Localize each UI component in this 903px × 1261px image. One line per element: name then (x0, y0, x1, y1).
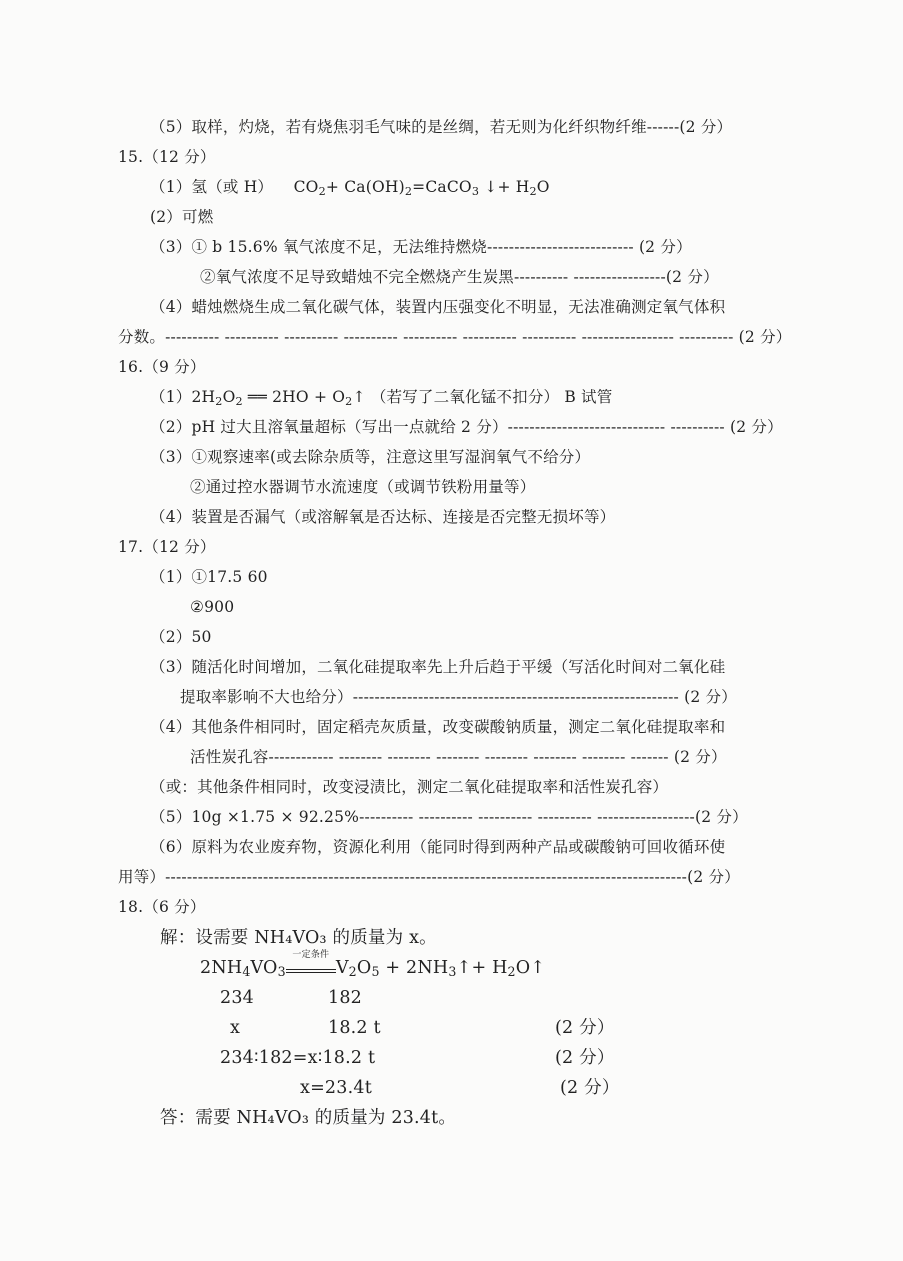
line-q16-2: （2）pH 过大且溶氧量超标（写出一点就给 2 分）----------------------------- ---------- (2 分） (150, 418, 783, 436)
score-3: (2 分） (560, 1078, 620, 1098)
line-q15-4: （4）蜡烛燃烧生成二氧化碳气体，装置内压强变化不明显，无法准确测定氧气体积 (150, 298, 726, 316)
line-q17-3: （3）随活化时间增加，二氧化硅提取率先上升后趋于平缓（写活化时间对二氧化硅 (150, 658, 726, 676)
q18-heading: 18.（6 分） (118, 898, 206, 916)
q15-1-answer: （1）氢（或 H） (150, 178, 274, 196)
final-answer: 答：需要 NH₄VO₃ 的质量为 23.4t。 (160, 1108, 457, 1128)
score-2: (2 分） (555, 1048, 615, 1068)
line-q17-1-1: （1）①17.5 60 (150, 568, 268, 586)
line-q17-4-alt: （或：其他条件相同时，改变浸渍比，测定二氧化硅提取率和活性炭孔容） (150, 778, 669, 796)
line-q15-2: (2）可燃 (150, 208, 214, 226)
line-q17-5: （5）10g ×1.75 × 92.25%---------- ---------- ---------- ---------- ------------------(2 分） (150, 808, 748, 826)
line-q17-4-cont: 活性炭孔容------------ -------- -------- -------- -------- -------- -------- ------- (2 分） (190, 748, 727, 766)
given-mass: 18.2 t (328, 1018, 381, 1038)
nh4vo3-equation: $2NH_4VO_3$ 一定条件 $V_2O_5$ + $2NH_3↑+$ $H_2O↑$ (200, 950, 546, 980)
line-q17-1-2: ②900 (190, 598, 235, 616)
line-q16-3-1: （3）①观察速率(或去除杂质等，注意这里写湿润氧气不给分） (150, 448, 591, 466)
co2-equation: $CO_2+$ $Ca(OH)_2=CaCO_3$ ↓+ $H_2O$ (293, 178, 550, 198)
line-q16-4: （4）装置是否漏气（或溶解氧是否达标、连接是否完整无损坏等） (150, 508, 616, 526)
reaction-condition-arrow: 一定条件 (286, 963, 336, 973)
q16-1-note: （若写了二氧化锰不扣分） B 试管 (370, 388, 613, 406)
line-q17-6-cont: 用等）------------------------------------------------------------------------------------------------(2 分） (118, 868, 740, 886)
line-q17-2: （2）50 (150, 628, 212, 646)
line-q15-1 (150, 176, 550, 203)
proportion: 234∶182=x∶18.2 t (220, 1048, 376, 1068)
q15-heading: 15.（12 分） (118, 148, 216, 166)
line-q15-4-cont: 分数。---------- ---------- ---------- ---------- ---------- ---------- ---------- ----------------- ---------- (2 分） (118, 328, 792, 346)
line-q17-6: （6）原料为农业废弃物，资源化利用（能同时得到两种产品或碳酸钠可回收循环使 (150, 838, 726, 856)
line-q16-3-2: ②通过控水器调节水流速度（或调节铁粉用量等） (190, 478, 536, 496)
line-q17-3-cont: 提取率影响不大也给分）------------------------------------------------------------ (2 分） (180, 688, 737, 706)
solution-setup: 解：设需要 NH₄VO₃ 的质量为 x。 (160, 928, 437, 948)
molar-mass-left: 234 (220, 988, 255, 1008)
line-q15-3-1: （3）① b 15.6% 氧气浓度不足，无法维持燃烧--------------------------- (2 分） (150, 238, 692, 256)
line-q17-4: （4）其他条件相同时，固定稻壳灰质量，改变碳酸钠质量，测定二氧化硅提取率和 (150, 718, 726, 736)
q16-heading: 16.（9 分） (118, 358, 206, 376)
q17-heading: 17.（12 分） (118, 538, 216, 556)
line-q16-1 (150, 386, 612, 413)
result-x: x=23.4t (300, 1078, 372, 1098)
line-q14-5: （5）取样，灼烧，若有烧焦羽毛气味的是丝绸，若无则为化纤织物纤维------(2 分） (150, 118, 733, 136)
unknown-x: x (230, 1018, 241, 1038)
line-q15-3-2: ②氧气浓度不足导致蜡烛不完全燃烧产生炭黑---------- -----------------(2 分） (200, 268, 719, 286)
molar-mass-right: 182 (328, 988, 363, 1008)
score-1: (2 分） (555, 1018, 615, 1038)
h2o2-equation: $(1)2H_2O_2$ ══ $2HO + O_2↑$ (150, 388, 366, 408)
